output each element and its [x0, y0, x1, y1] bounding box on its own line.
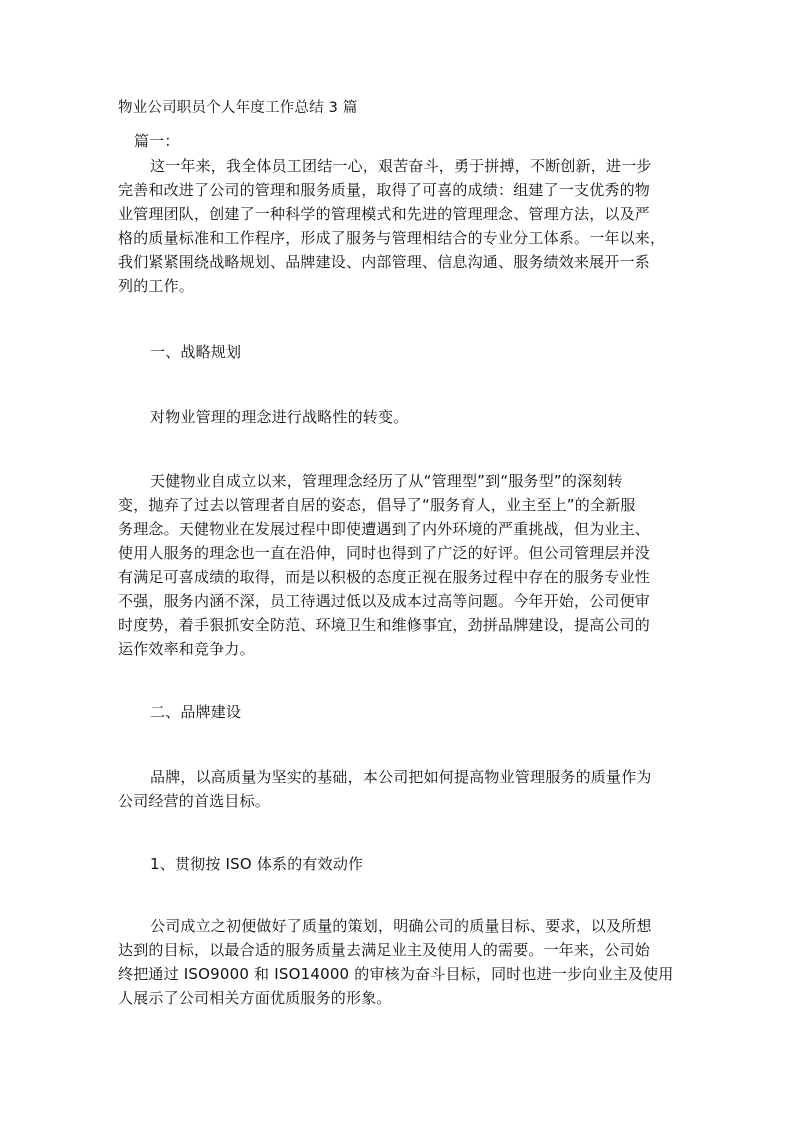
- document-title: 物业公司职员个人年度工作总结 3 篇: [118, 100, 358, 116]
- text-line: 务理念。天健物业在发展过程中即使遭遇到了内外环境的严重挑战，但为业主、: [118, 520, 651, 538]
- text-line: 列的工作。: [118, 277, 195, 295]
- text-line: 运作效率和竞争力。: [118, 640, 255, 658]
- text-line: 终把通过 ISO9000 和 ISO14000 的审核为奋斗目标，同时也进一步向业主及使用: [118, 965, 674, 983]
- text-line: 公司经营的首选目标。: [118, 792, 271, 810]
- text-line: 有满足可喜成绩的取得，而是以积极的态度正视在服务过程中存在的服务专业性: [118, 568, 651, 586]
- strategy-paragraph-first-line: [118, 469, 684, 493]
- brand-paragraph: [118, 789, 684, 813]
- text-line: 我们紧紧围绕战略规划、品牌建设、内部管理、信息沟通、服务绩效来展开一系: [118, 253, 651, 271]
- text-line: 公司成立之初便做好了质量的策划，明确公司的质量目标、要求，以及所想: [150, 917, 652, 935]
- text-line: 时度势，着手狠抓安全防范、环境卫生和维修事宜，劲拼品牌建设，提高公司的: [118, 616, 651, 634]
- text-line: 达到的目标，以最合适的服务质量去满足业主及使用人的需要。一年来，公司始: [118, 941, 651, 959]
- iso-paragraph-first-line: [118, 914, 684, 938]
- heading-strategy: 一、战略规划: [150, 343, 242, 361]
- text-line: 品牌，以高质量为坚实的基础，本公司把如何提高物业管理服务的质量作为: [150, 768, 652, 786]
- intro-paragraph-continued: [118, 202, 684, 298]
- brand-paragraph-first-line: [118, 765, 684, 789]
- strategy-subheading: 对物业管理的理念进行战略性的转变。: [150, 408, 409, 426]
- text-line: 业管理团队，创建了一种科学的管理模式和先进的管理理念、管理方法，以及严: [118, 205, 651, 223]
- text-line: 完善和改进了公司的管理和服务质量，取得了可喜的成绩：组建了一支优秀的物: [118, 181, 651, 199]
- text-line: 格的质量标准和工作程序，形成了服务与管理相结合的专业分工体系。一年以来，: [118, 229, 666, 247]
- strategy-paragraph: [118, 493, 684, 661]
- intro-paragraph: [118, 154, 684, 202]
- text-line: 这一年来，我全体员工团结一心，艰苦奋斗，勇于拼搏，不断创新，进一步: [150, 157, 652, 175]
- text-line: 不强，服务内涵不深，员工待遇过低以及成本过高等问题。今年开始，公司便审: [118, 592, 651, 610]
- heading-brand: 二、品牌建设: [150, 703, 242, 721]
- text-line: 变，抛弃了过去以管理者自居的姿态，倡导了“服务育人，业主至上”的全新服: [118, 496, 636, 514]
- text-line: 天健物业自成立以来，管理理念经历了从“管理型”到“服务型”的深刻转: [150, 472, 623, 490]
- text-line: 使用人服务的理念也一直在沿伸，同时也得到了广泛的好评。但公司管理层并没: [118, 544, 651, 562]
- section-label: 篇一：: [134, 132, 180, 150]
- heading-iso: 1、贯彻按 ISO 体系的有效动作: [150, 855, 364, 873]
- text-line: 人展示了公司相关方面优质服务的形象。: [118, 989, 392, 1007]
- iso-paragraph: [118, 938, 684, 1010]
